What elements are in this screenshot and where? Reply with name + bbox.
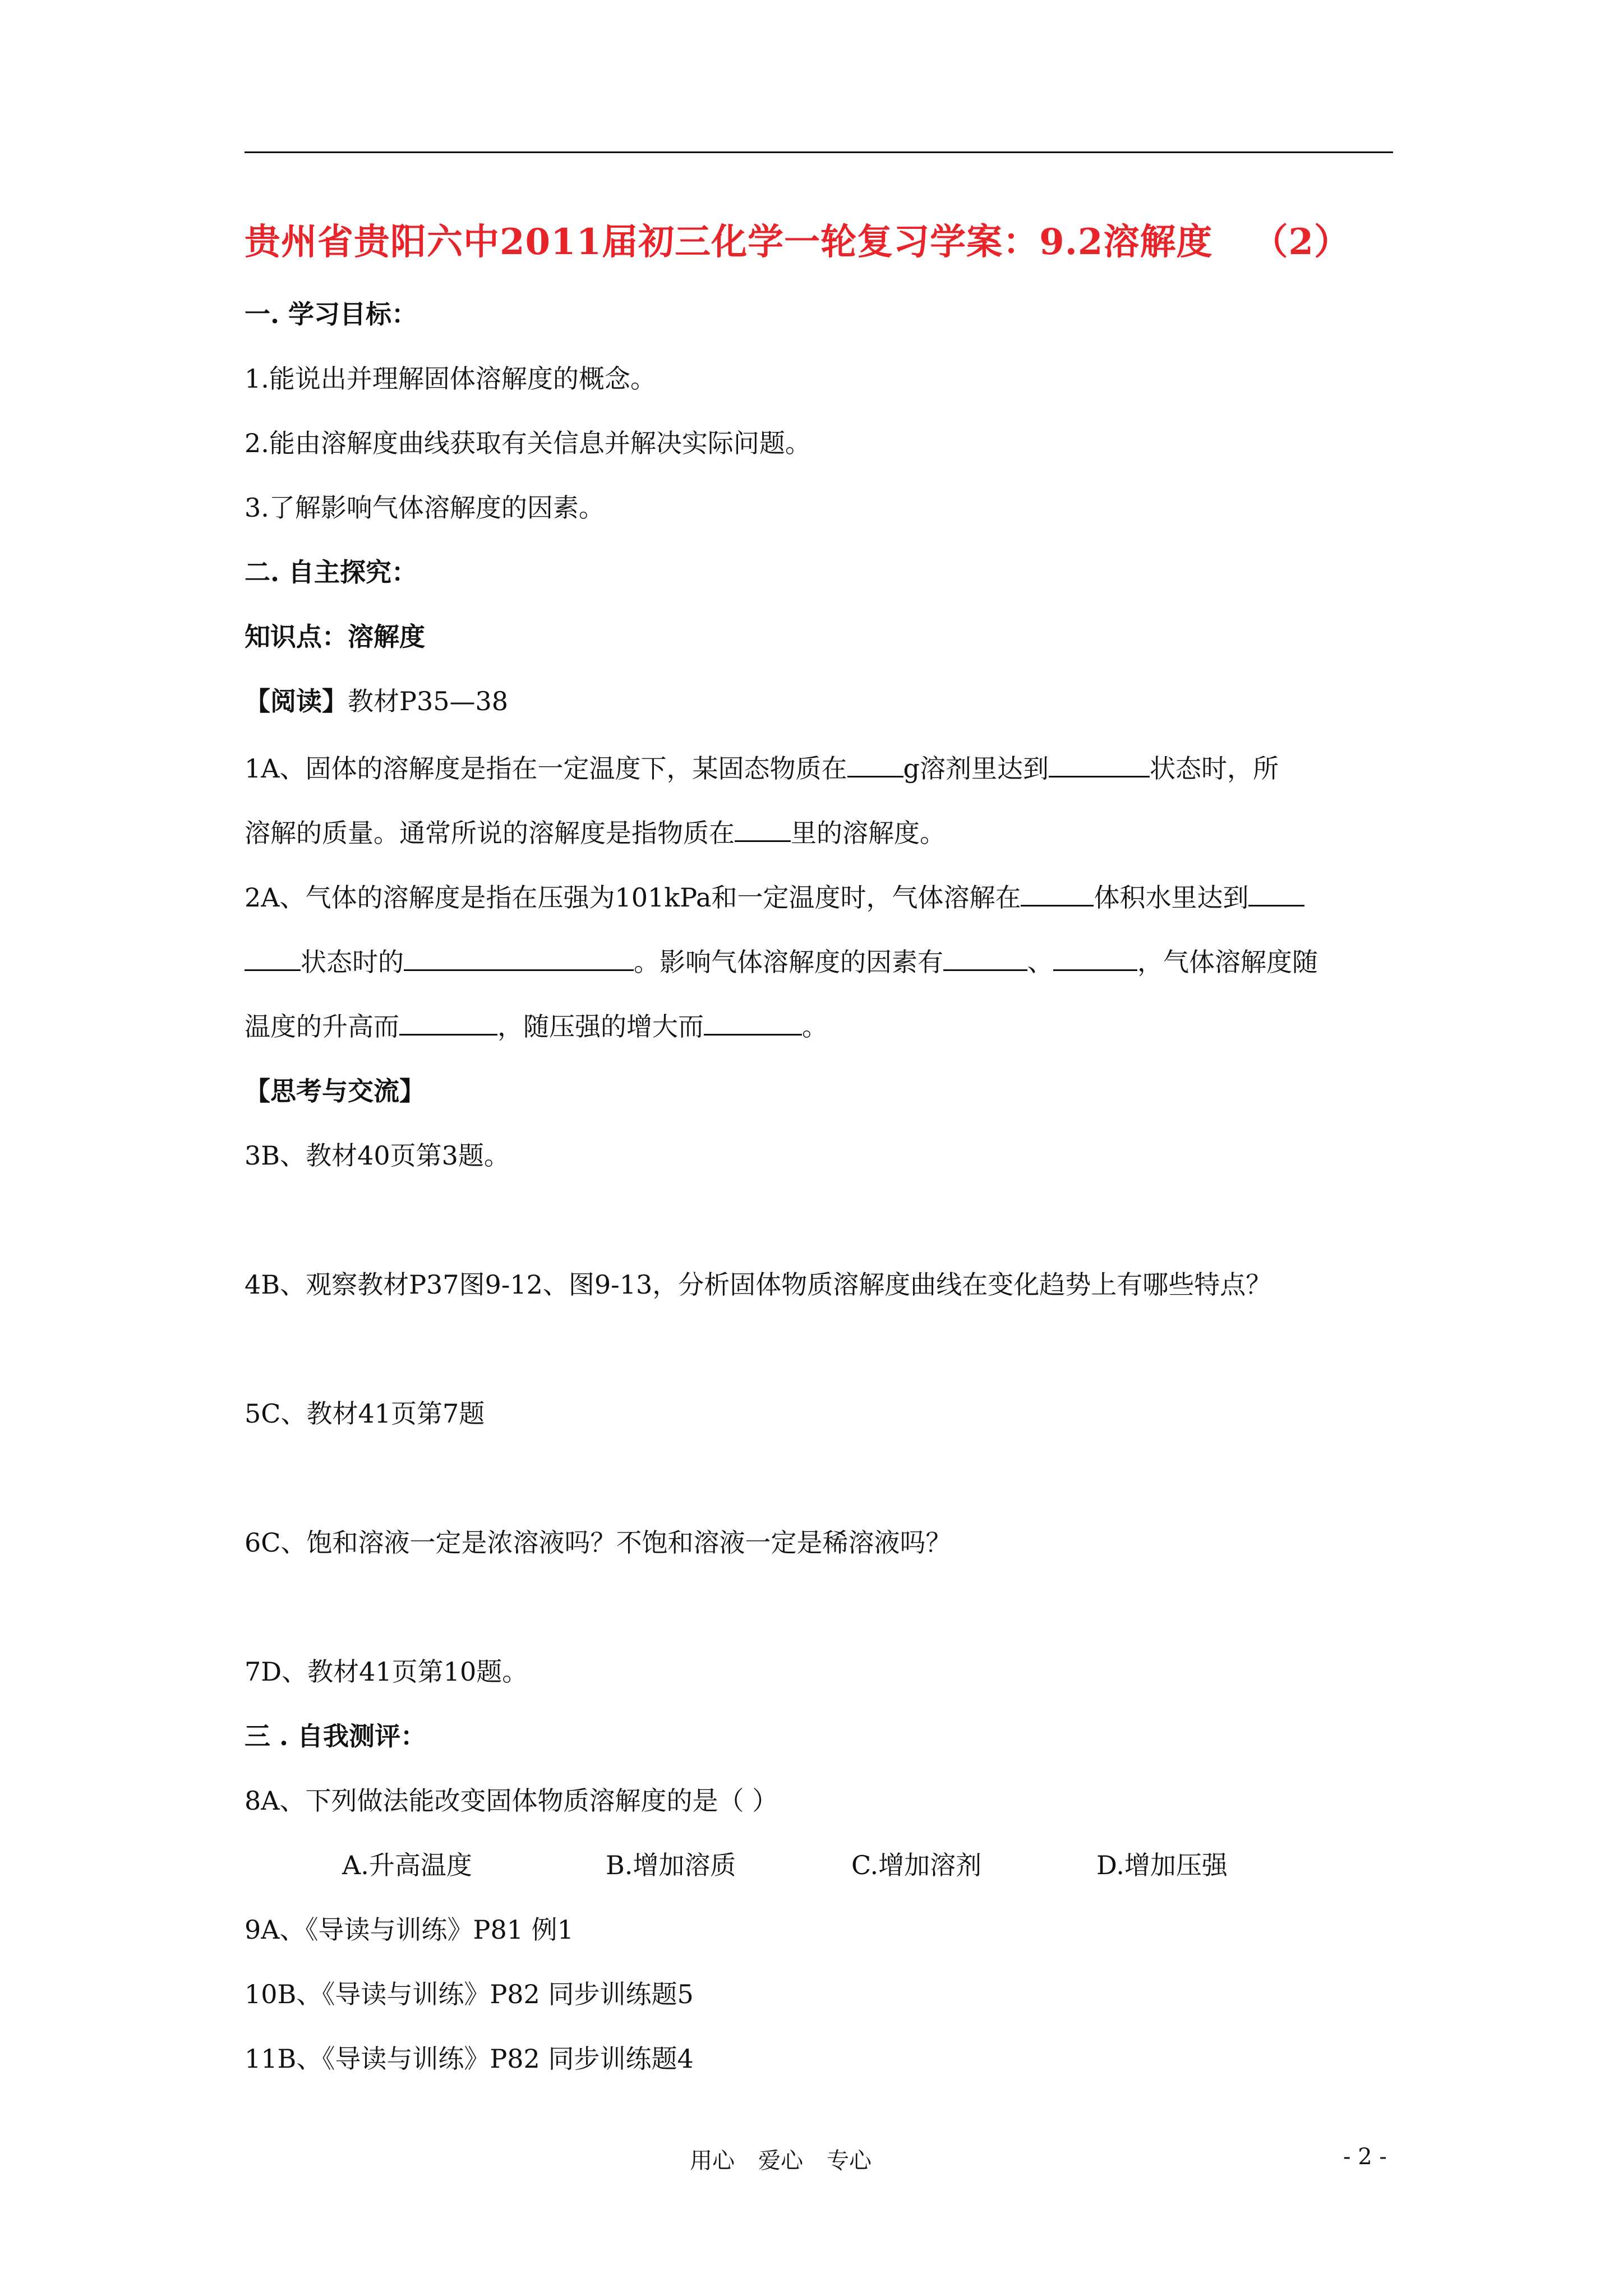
q2-text-g: 温度的升高而 — [245, 1011, 399, 1042]
question-2-line-1 — [245, 881, 1304, 914]
section-2-heading: 二. 自主探究： — [245, 557, 418, 587]
q2-text-i: 。 — [802, 1011, 828, 1042]
q2-blank-2b[interactable] — [245, 947, 301, 971]
think-heading: 【思考与交流】 — [245, 1076, 425, 1106]
q1-blank-2[interactable] — [1049, 753, 1150, 777]
header-rule — [245, 151, 1393, 153]
document-title — [245, 213, 1350, 265]
title-text: 贵州省贵阳六中2011届初三化学一轮复习学案：9.2溶解度 — [245, 221, 1213, 263]
page-number: - 2 - — [1343, 2144, 1387, 2170]
reading-line — [245, 684, 508, 718]
footer-word-1: 用心 — [690, 2148, 735, 2174]
question-5: 5C、教材41页第7题 — [245, 1398, 485, 1429]
option-a: A.升高温度 — [342, 1850, 472, 1880]
option-b: B.增加溶质 — [606, 1850, 736, 1880]
question-7: 7D、教材41页第10题。 — [245, 1657, 528, 1687]
q2-text-h: ，随压强的增大而 — [497, 1011, 704, 1042]
question-1-line-2 — [245, 816, 946, 850]
q1-text-d: 溶解的质量。通常所说的溶解度是指物质在 — [245, 818, 735, 848]
q2-blank-1[interactable] — [1021, 882, 1094, 907]
q1-text-a: 1A、固体的溶解度是指在一定温度下，某固态物质在 — [245, 753, 847, 784]
goal-3: 3.了解影响气体溶解度的因素。 — [245, 493, 605, 523]
question-3: 3B、教材40页第3题。 — [245, 1140, 510, 1171]
question-6: 6C、饱和溶液一定是浓溶液吗？不饱和溶液一定是稀溶液吗？ — [245, 1527, 952, 1558]
section-1-heading: 一. 学习目标： — [245, 299, 418, 329]
goal-1: 1.能说出并理解固体溶解度的概念。 — [245, 364, 656, 394]
q1-blank-1[interactable] — [847, 753, 903, 777]
q1-text-b: g溶剂里达到 — [903, 753, 1049, 784]
question-11: 11B、《导读与训练》P82 同步训练题4 — [245, 2044, 694, 2074]
knowledge-point: 知识点：溶解度 — [245, 622, 425, 652]
title-suffix: （2） — [1252, 221, 1350, 263]
q2-blank-7[interactable] — [704, 1011, 802, 1036]
q2-blank-3[interactable] — [404, 947, 634, 971]
question-9: 9A、《导读与训练》P81 例1 — [245, 1915, 574, 1945]
question-8: 8A、下列做法能改变固体物质溶解度的是（ ） — [245, 1786, 778, 1816]
q2-text-b: 体积水里达到 — [1094, 882, 1249, 913]
question-10: 10B、《导读与训练》P82 同步训练题5 — [245, 1979, 694, 2009]
q2-text-d: 。影响气体溶解度的因素有 — [634, 947, 943, 977]
question-1-line-1 — [245, 752, 1279, 785]
q2-text-e: 、 — [1027, 947, 1053, 977]
q1-text-e: 里的溶解度。 — [791, 818, 946, 848]
goal-2: 2.能由溶解度曲线获取有关信息并解决实际问题。 — [245, 428, 811, 458]
q2-text-f: ，气体溶解度随 — [1137, 947, 1318, 977]
q1-blank-3[interactable] — [735, 818, 791, 842]
footer-motto — [690, 2143, 895, 2175]
footer-word-3: 专心 — [827, 2148, 872, 2174]
footer-word-2: 爱心 — [758, 2148, 803, 2174]
question-2-line-2 — [245, 945, 1318, 979]
q2-blank-5[interactable] — [1053, 947, 1137, 971]
question-2-line-3 — [245, 1010, 828, 1043]
q2-blank-4[interactable] — [943, 947, 1027, 971]
option-c: C.增加溶剂 — [851, 1850, 982, 1880]
question-4: 4B、观察教材P37图9-12、图9-13，分析固体物质溶解度曲线在变化趋势上有哪些特点？ — [245, 1269, 1272, 1300]
q2-blank-6[interactable] — [399, 1011, 497, 1036]
reading-tag: 【阅读】 — [245, 686, 348, 716]
section-3-heading: 三 . 自我测评： — [245, 1721, 427, 1751]
option-d: D.增加压强 — [1096, 1850, 1228, 1880]
q2-text-a: 2A、气体的溶解度是指在压强为101kPa和一定温度时，气体溶解在 — [245, 882, 1021, 913]
q2-blank-2a[interactable] — [1248, 882, 1304, 907]
reading-text: 教材P35—38 — [348, 686, 509, 716]
q1-text-c: 状态时，所 — [1149, 753, 1279, 784]
q2-text-c: 状态时的 — [301, 947, 404, 977]
